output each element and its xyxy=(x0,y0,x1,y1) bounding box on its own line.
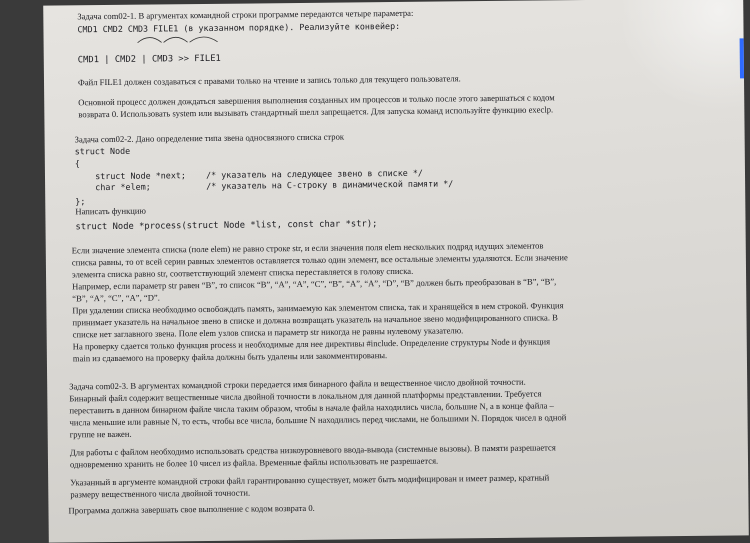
task1-line4: Файл FILE1 должен создаваться с правами только на чтение и запись только для текущего пользователя. xyxy=(77,73,461,88)
task2-line2: Написать функцию xyxy=(75,205,146,217)
task3-p8: Указанный в аргументе командной строки файл гарантированно существует, может быть модифицирован и имеет размер, кратный xyxy=(70,472,550,488)
task2-p6: При удалении списка необходимо освобождать память, занимаемую как элементом списка, так и хранящейся в нем строкой. Функция xyxy=(72,300,564,316)
task2-code1: struct Node xyxy=(74,145,131,157)
task2-code4: char *elem; /* указатель на С-строку в динамической памяти */ xyxy=(75,178,454,193)
task3-p5: группе не важен. xyxy=(69,428,132,440)
task3-p1: Задача com02-3. В аргументах командной строки передается имя бинарного файла и вещественное число двойной точности. xyxy=(69,376,526,392)
pipe-arrows xyxy=(133,31,273,46)
task2-p2: списка равны, то от всей серии равных элементов оставляется только один элемент, все остальные элементы удаляются. Если значение xyxy=(71,252,568,268)
task2-code3: struct Node *next; /* указатель на следующее звено в списке */ xyxy=(74,167,423,182)
task2-p3: элемента списка равно str, соответствующий элемент списка переставляется в голову списка. xyxy=(71,265,414,280)
document-page xyxy=(43,0,749,543)
task3-p2: Бинарный файл содержит вещественные числа двойной точности в локальном для данной платформы представлении. Требуется xyxy=(69,388,542,404)
task1-line5: Основной процесс должен дождаться завершения выполнения созданных им процессов и только после этого завершаться с кодом xyxy=(78,92,555,108)
task1-line6: возврата 0. Использовать system или вызывать стандартный шелл запрещается. Для запуска команд используйте функцию execlp. xyxy=(78,104,554,120)
task2-signature: struct Node *process(struct Node *list, const char *str); xyxy=(75,219,378,233)
task2-line1: Задача com02-2. Дано определение типа звена односвязного списка строк xyxy=(74,131,345,145)
task3-p10: Программа должна завершать свое выполнение с кодом возврата 0. xyxy=(68,502,315,516)
task2-p5: “B”, “A”, “C”, “A”, “D”. xyxy=(72,292,160,304)
task1-line2: CMD1 CMD2 CMD3 FILE1 (в указанном порядке). Реализуйте конвейер: xyxy=(77,20,401,35)
task1-pipeline: CMD1 | CMD2 | CMD3 >> FILE1 xyxy=(77,53,221,66)
task3-p9: размеру вещественного числа двойной точности. xyxy=(70,487,251,500)
task3-p6: Для работы с файлом необходимо использовать средства низкоуровневого ввода-вывода (системные вызовы). В памяти разрешается xyxy=(69,442,556,458)
task2-code2: { xyxy=(74,158,80,169)
task2-code5: }; xyxy=(75,196,86,207)
task2-p1: Если значение элемента списка (поле elem) не равно строке str, и если значения поля elem нескольких подряд идущих элементов xyxy=(71,240,544,256)
task1-line1: Задача com02-1. В аргументах командной строки программе передаются четыре параметра: xyxy=(77,7,414,22)
blue-edge xyxy=(740,38,749,78)
task2-p8: списке нет заглавного звена. Поле elem узлов списка и параметр str никогда не равны нулевому указателю. xyxy=(72,325,464,340)
light-glare xyxy=(623,0,744,120)
task3-p7: одновременно хранить не более 10 чисел из файла. Временные файлы использовать не разрешается. xyxy=(69,455,439,470)
task3-p4: числа меньшие или равные N, то есть, чтобы все числа, большие N находились перед числами, не большими N. Порядок чисел в одной xyxy=(69,412,567,428)
task2-p9: На проверку сдается только функция process и необходимые для нее директивы #include. Определение структуры Node и функция xyxy=(72,336,551,352)
task2-p10: main из сдаваемого на проверку файла должны быть удалены или закомментированы. xyxy=(72,350,388,364)
task3-p3: переставить в данном бинарном файле числа таким образом, чтобы в начале файла находились числа, большие N, а в конце файла – xyxy=(69,400,554,416)
task2-p7: принимает указатель на начальное звено в списке и должна возвращать указатель на начальное звено модифицированного списка. В xyxy=(72,312,558,328)
task2-p4: Например, если параметр str равен “B”, то список “B”, “A”, “A”, “C”, “B”, “A”, “A”, “D”, “B” должен быть преобразован в “B”, “B”, xyxy=(72,276,557,292)
